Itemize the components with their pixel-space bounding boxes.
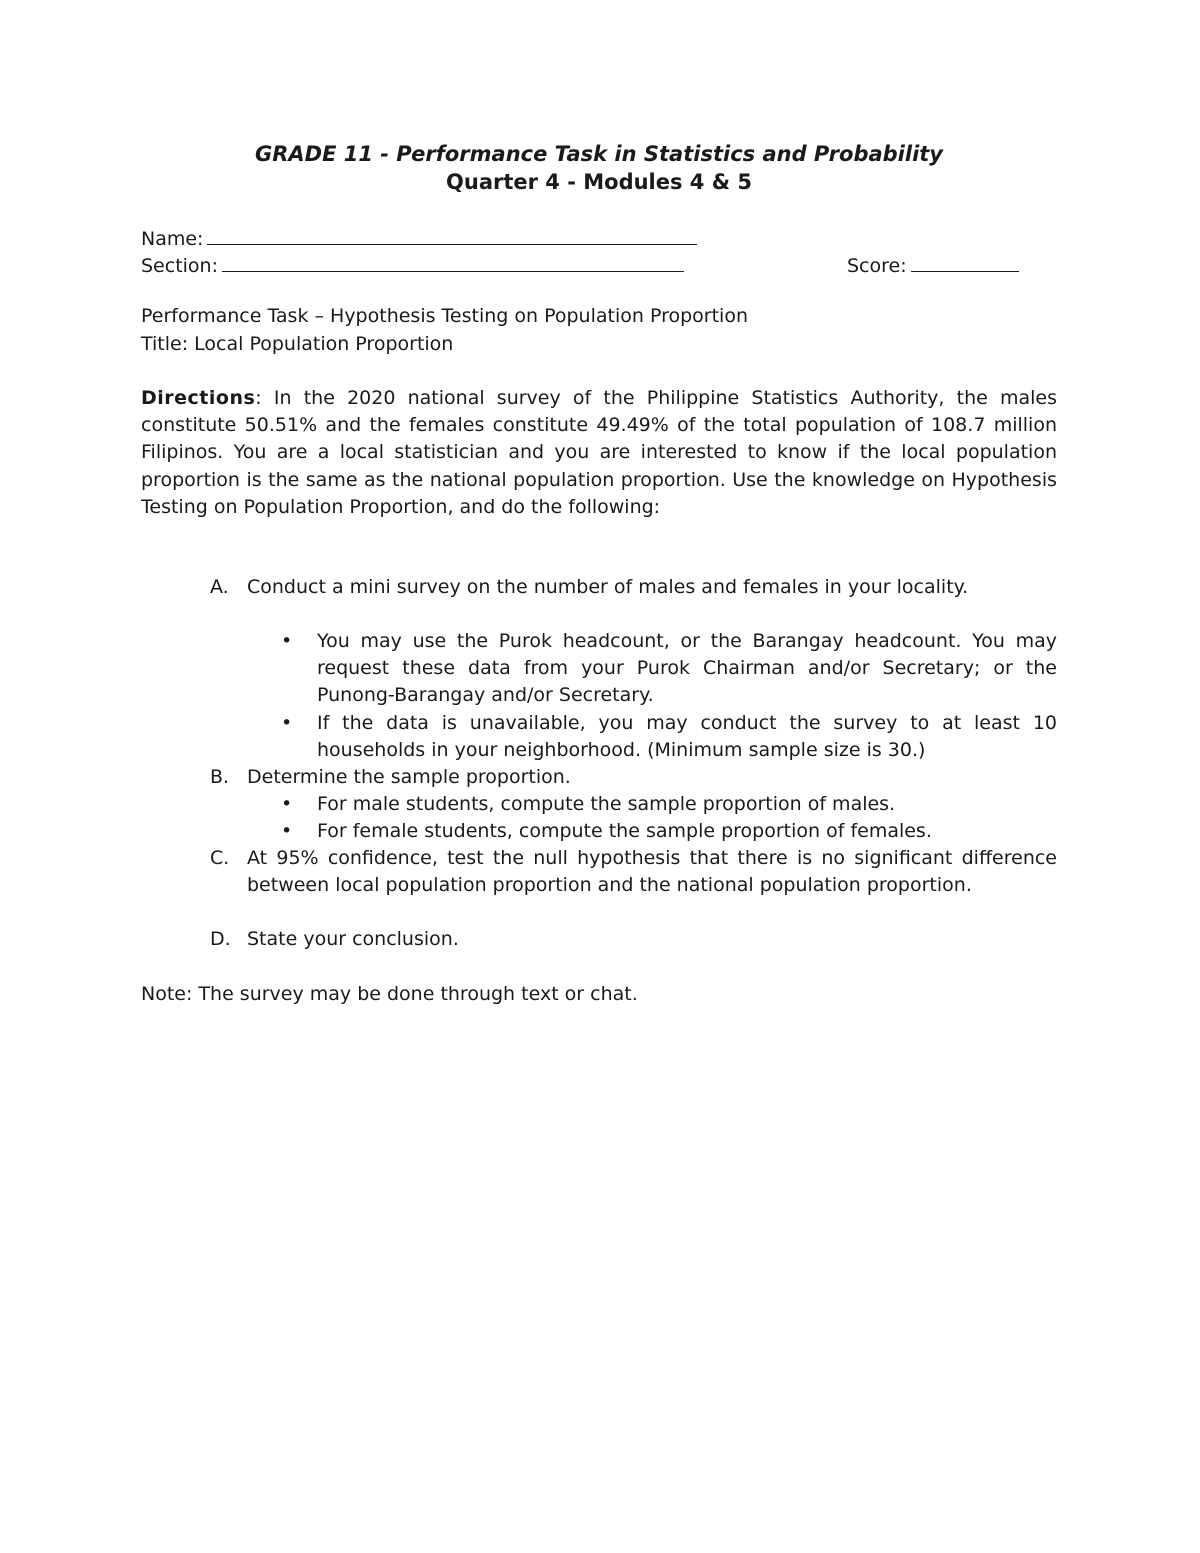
title-line-1: GRADE 11 - Performance Task in Statistics and Probability (254, 142, 944, 166)
task-heading: Performance Task – Hypothesis Testing on Population Proportion (141, 305, 748, 327)
score-blank-line[interactable] (911, 253, 1019, 272)
document-title (141, 140, 1057, 196)
name-blank-line[interactable] (207, 226, 697, 245)
list-item-text: Conduct a mini survey on the number of males and females in your locality. (247, 576, 969, 598)
name-label: Name: (141, 228, 204, 250)
directions-text: : In the 2020 national survey of the Philippine Statistics Authority, the males constitute 50.51% and the females constitute 49.49% of the total population of 108.7 million Filipinos. You are a local statistician and you are interested to know if the local population proportion is the same as the national population proportion. Use the knowledge on Hypothesis Testing on Population Proportion, and do the following: (141, 387, 1057, 518)
list-marker: C. (210, 847, 230, 869)
bullet-item (281, 628, 1057, 710)
bullet-text: If the data is unavailable, you may conduct the survey to at least 10 households in your neighborhood. (Minimum sample size is 30.) (317, 712, 1057, 762)
list-item-text: At 95% confidence, test the null hypothesis that there is no significant difference between local population proportion and the national population proportion. (247, 847, 1057, 897)
directions-label: Directions (141, 387, 256, 409)
bullet-icon: • (281, 820, 293, 842)
list-item-a (210, 574, 1057, 601)
score-field-row (847, 253, 1019, 280)
list-item-text: State your conclusion. (247, 928, 459, 950)
list-item-d (210, 926, 1057, 953)
section-label: Section: (141, 255, 218, 277)
list-item-c (210, 845, 1057, 899)
task-title: Title: Local Population Proportion (141, 333, 454, 355)
list-item-b (210, 764, 1057, 791)
title-line-2: Quarter 4 - Modules 4 & 5 (446, 170, 752, 194)
bullet-icon: • (281, 793, 293, 815)
list-item-text: Determine the sample proportion. (247, 766, 571, 788)
name-field-row (141, 226, 697, 253)
list-marker: B. (210, 766, 230, 788)
section-blank-line[interactable] (222, 253, 684, 272)
bullet-item (281, 710, 1057, 764)
bullet-icon: • (281, 630, 293, 652)
bullet-icon: • (281, 712, 293, 734)
score-label: Score: (847, 255, 907, 277)
bullet-text: For male students, compute the sample proportion of males. (317, 793, 896, 815)
bullet-item (281, 818, 1057, 845)
bullet-item (281, 791, 1057, 818)
directions-paragraph (141, 385, 1057, 521)
list-marker: A. (210, 576, 229, 598)
bullet-text: For female students, compute the sample proportion of females. (317, 820, 932, 842)
bullet-text: You may use the Purok headcount, or the Barangay headcount. You may request these data from your Purok Chairman and/or Secretary; or the Punong-Barangay and/or Secretary. (317, 630, 1057, 707)
list-marker: D. (210, 928, 231, 950)
note-text: Note: The survey may be done through text or chat. (141, 983, 638, 1005)
section-field-row (141, 253, 684, 280)
